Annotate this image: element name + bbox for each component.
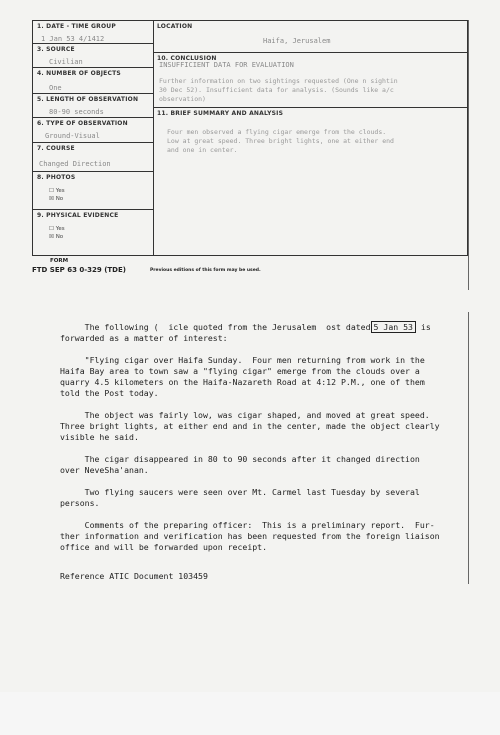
conclusion-cell	[153, 53, 467, 108]
summary-text-line-3: and one in center.	[167, 146, 238, 154]
course-label: 7. COURSE	[37, 145, 75, 152]
intro-text-end: is	[415, 322, 431, 332]
physical-evidence-yes-label: Yes	[55, 226, 65, 232]
photos-no-option: ☒ No	[49, 196, 64, 202]
physical-evidence-no-label: No	[55, 234, 64, 240]
source-cell	[33, 44, 153, 68]
form-left-column	[33, 21, 154, 255]
quote-paragraph-2: The object was fairly low, was cigar shaped, and moved at great speed. Three bright lights, at either end and in the center, made the object clearly visible he said.	[60, 410, 440, 442]
location-value: Haifa, Jerusalem	[263, 37, 331, 45]
page-bottom-margin	[0, 692, 500, 735]
comments-paragraph: Comments of the preparing officer: This is a preliminary report. Fur- ther information and verification has been requested from the foreign liaison office and will be forwarded upon receipt.	[60, 520, 440, 552]
date-box: 5 Jan 53	[371, 321, 416, 333]
quote-paragraph-3: The cigar disappeared in 80 to 90 seconds after it changed direction over NeveSha'anan.	[60, 454, 420, 475]
number-of-objects-label: 4. NUMBER OF OBJECTS	[37, 70, 121, 77]
physical-evidence-no-option: ☒ No	[49, 234, 64, 240]
location-cell	[153, 21, 467, 53]
conclusion-value: INSUFFICIENT DATA FOR EVALUATION	[159, 61, 294, 69]
conclusion-text-line-1: Further information on two sightings requested (One n sightin	[159, 77, 398, 85]
type-of-observation-value: Ground-Visual	[45, 132, 100, 140]
location-label: LOCATION	[157, 23, 193, 30]
number-of-objects-value: One	[49, 84, 62, 92]
form-footer-note: Previous editions of this form may be used.	[150, 268, 261, 273]
source-value: Civilian	[49, 58, 83, 66]
photos-no-label: No	[55, 196, 64, 202]
course-value: Changed Direction	[39, 160, 111, 168]
conclusion-label: 10. CONCLUSION	[157, 55, 217, 62]
project-card-form	[32, 20, 468, 256]
quote-paragraph-1: "Flying cigar over Haifa Sunday. Four men returning from work in the Haifa Bay area to town saw a "flying cigar" emerge from the clouds over a quarry 4.5 kilometers on the Haifa-Nazareth Road at 4:12 P.M., one of them told the Post today.	[60, 355, 425, 398]
length-of-observation-cell	[33, 94, 153, 118]
date-time-label: 1. DATE - TIME GROUP	[37, 23, 116, 30]
reference-line: Reference ATIC Document 103459	[60, 571, 208, 581]
form-word: FORM	[50, 258, 69, 264]
intro-text: The following ( icle quoted from the Jerusalem ost dated	[60, 322, 371, 332]
date-time-value: 1 Jan 53 4/1412	[41, 35, 105, 43]
letter-body	[60, 322, 472, 593]
number-of-objects-cell	[33, 68, 153, 94]
physical-evidence-label: 9. PHYSICAL EVIDENCE	[37, 212, 119, 219]
physical-evidence-cell	[33, 210, 153, 257]
intro-paragraph	[60, 322, 472, 333]
type-of-observation-label: 6. TYPE OF OBSERVATION	[37, 120, 128, 127]
physical-evidence-yes-option: ☐ Yes	[49, 226, 65, 232]
conclusion-text-line-2: 30 Dec 52). Insufficient data for analysis. (Sounds like a/c	[159, 86, 394, 94]
summary-cell	[153, 108, 467, 257]
source-label: 3. SOURCE	[37, 46, 75, 53]
photos-label: 8. PHOTOS	[37, 174, 76, 181]
date-time-cell	[33, 21, 153, 44]
form-number: FTD SEP 63 0-329 (TDE)	[32, 266, 126, 274]
page-edge-upper	[468, 20, 469, 290]
photos-yes-label: Yes	[55, 188, 65, 194]
course-cell	[33, 143, 153, 172]
conclusion-text-line-3: observation)	[159, 95, 206, 103]
summary-text-line-1: Four men observed a flying cigar emerge from the clouds.	[167, 128, 387, 136]
summary-text-line-2: Low at great speed. Three bright lights, one at either end	[167, 137, 394, 145]
photos-yes-option: ☐ Yes	[49, 188, 65, 194]
photos-cell	[33, 172, 153, 210]
intro-paragraph-line-2: forwarded as a matter of interest:	[60, 333, 228, 343]
length-of-observation-value: 80-90 seconds	[49, 108, 104, 116]
length-of-observation-label: 5. LENGTH OF OBSERVATION	[37, 96, 139, 103]
form-right-column	[153, 21, 467, 255]
summary-label: 11. BRIEF SUMMARY AND ANALYSIS	[157, 110, 284, 117]
type-of-observation-cell	[33, 118, 153, 143]
quote-paragraph-4: Two flying saucers were seen over Mt. Carmel last Tuesday by several persons.	[60, 487, 420, 508]
